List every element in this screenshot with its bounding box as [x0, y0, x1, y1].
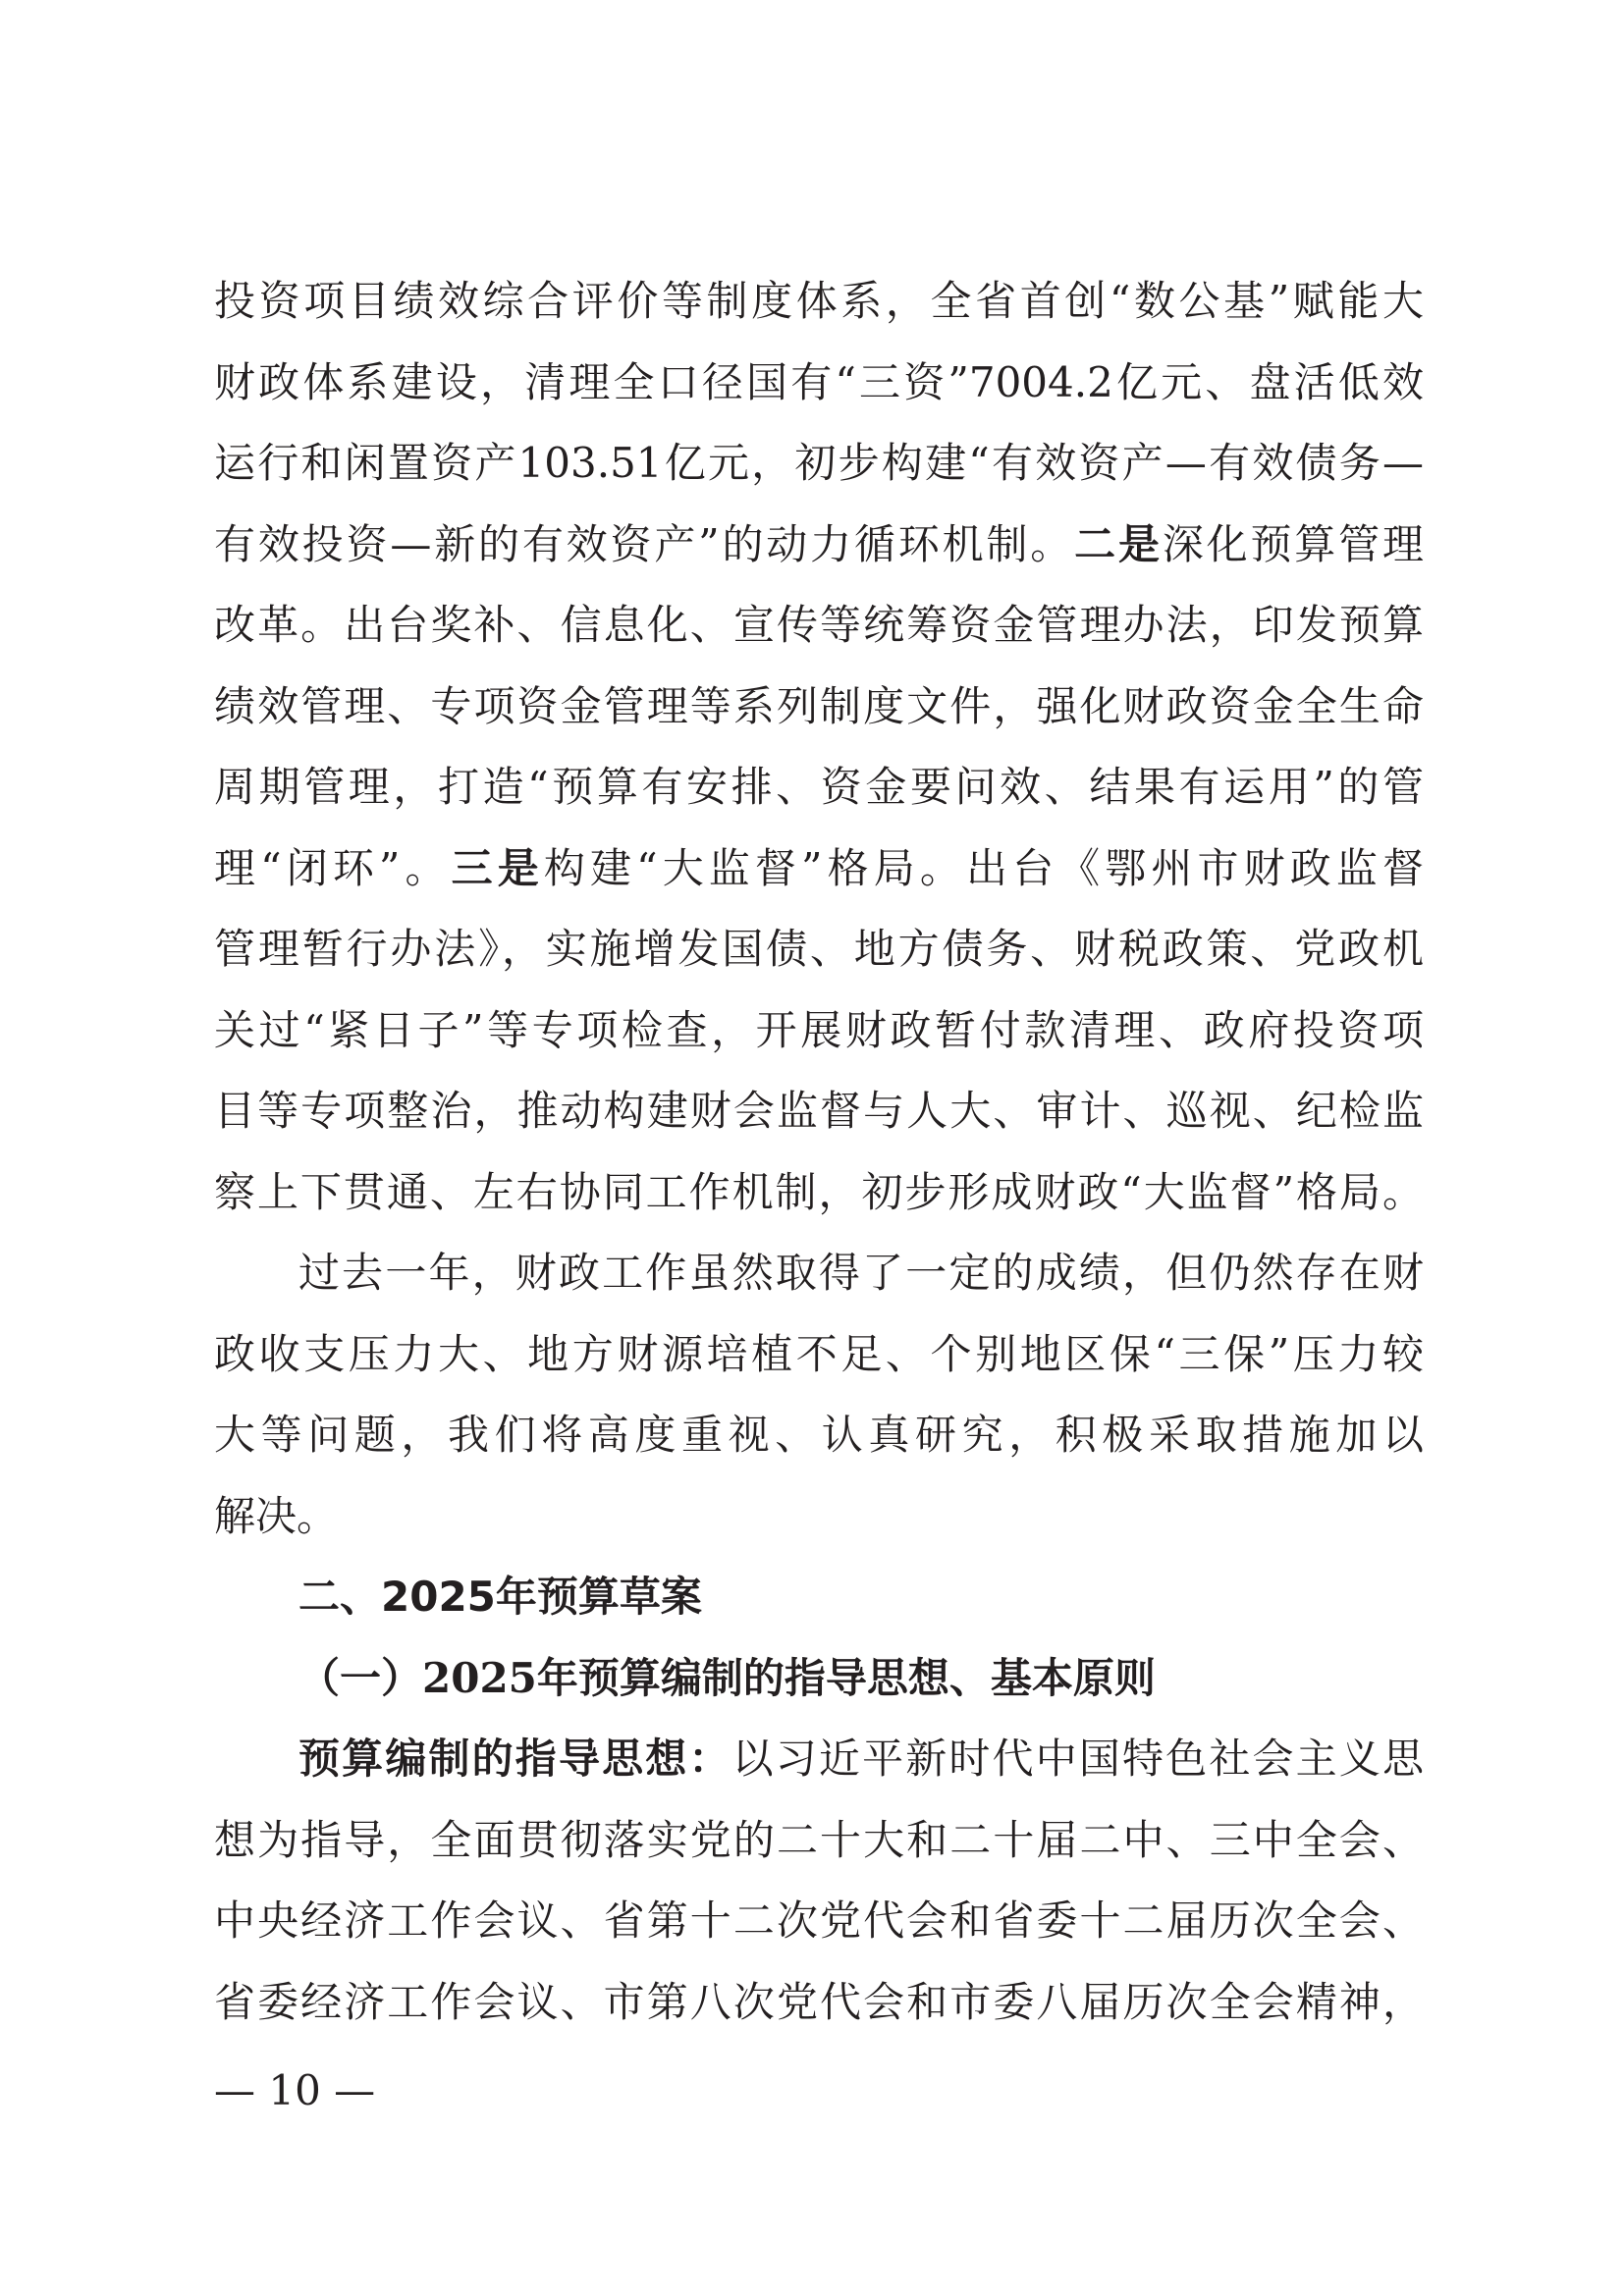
- text-line: 关过“紧日子”等专项检查，开展财政暂付款清理、政府投资项: [214, 1005, 1424, 1054]
- text-segment: 构建“大监督”格局。出台《鄂州市财政监督: [543, 843, 1424, 892]
- bold-keyword: 二是: [1074, 519, 1163, 568]
- bold-lead-in: 预算编制的指导思想：: [298, 1735, 732, 1783]
- subsection-heading: （一）2025年预算编制的指导思想、基本原则: [298, 1653, 1156, 1702]
- page-number: — 10 —: [214, 2066, 376, 2114]
- text-line: 财政体系建设，清理全口径国有“三资”7004.2亿元、盘活低效: [214, 357, 1424, 406]
- text-line: 周期管理，打造“预算有安排、资金要问效、结果有运用”的管: [214, 763, 1424, 811]
- document-body: [214, 261, 1424, 2043]
- text-line: 大等问题，我们将高度重视、认真研究，积极采取措施加以: [214, 1411, 1424, 1459]
- text-line: 政收支压力大、地方财源培植不足、个别地区保“三保”压力较: [214, 1329, 1424, 1378]
- text-segment: 深化预算管理: [1162, 519, 1424, 568]
- text-segment: 理“闭环”。: [214, 843, 452, 892]
- paragraph-first-line: [214, 1719, 1424, 1800]
- paragraph-first-line: 过去一年，财政工作虽然取得了一定的成绩，但仍然存在财: [298, 1249, 1424, 1297]
- text-line: 绩效管理、专项资金管理等系列制度文件，强化财政资金全生命: [214, 681, 1424, 730]
- text-line: [214, 828, 1424, 910]
- text-line: 改革。出台奖补、信息化、宣传等统筹资金管理办法，印发预算: [214, 601, 1424, 649]
- text-line: 目等专项整治，推动构建财会监督与人大、审计、巡视、纪检监: [214, 1087, 1424, 1135]
- bold-keyword: 三是: [451, 843, 544, 892]
- text-line: 投资项目绩效综合评价等制度体系，全省首创“数公基”赋能大: [214, 277, 1424, 325]
- text-line: 解决。: [214, 1491, 339, 1540]
- text-line: 察上下贯通、左右协同工作机制，初步形成财政“大监督”格局。: [214, 1167, 1424, 1216]
- text-line: 省委经济工作会议、市第八次党代会和市委八届历次全会精神，: [214, 1977, 1424, 2026]
- text-segment: 有效投资—新的有效资产”的动力循环机制。: [214, 519, 1075, 568]
- text-line: 管理暂行办法》，实施增发国债、地方债务、财税政策、党政机: [214, 925, 1424, 973]
- section-heading: 二、2025年预算草案: [298, 1573, 702, 1621]
- text-line: 想为指导，全面贯彻落实党的二十大和二十届二中、三中全会、: [214, 1815, 1424, 1864]
- text-line: 运行和闲置资产103.51亿元，初步构建“有效资产—有效债务—: [214, 439, 1424, 487]
- text-segment: 以习近平新时代中国特色社会主义思: [731, 1735, 1424, 1783]
- text-line: 中央经济工作会议、省第十二次党代会和省委十二届历次全会、: [214, 1896, 1424, 1945]
- text-line: [214, 505, 1424, 586]
